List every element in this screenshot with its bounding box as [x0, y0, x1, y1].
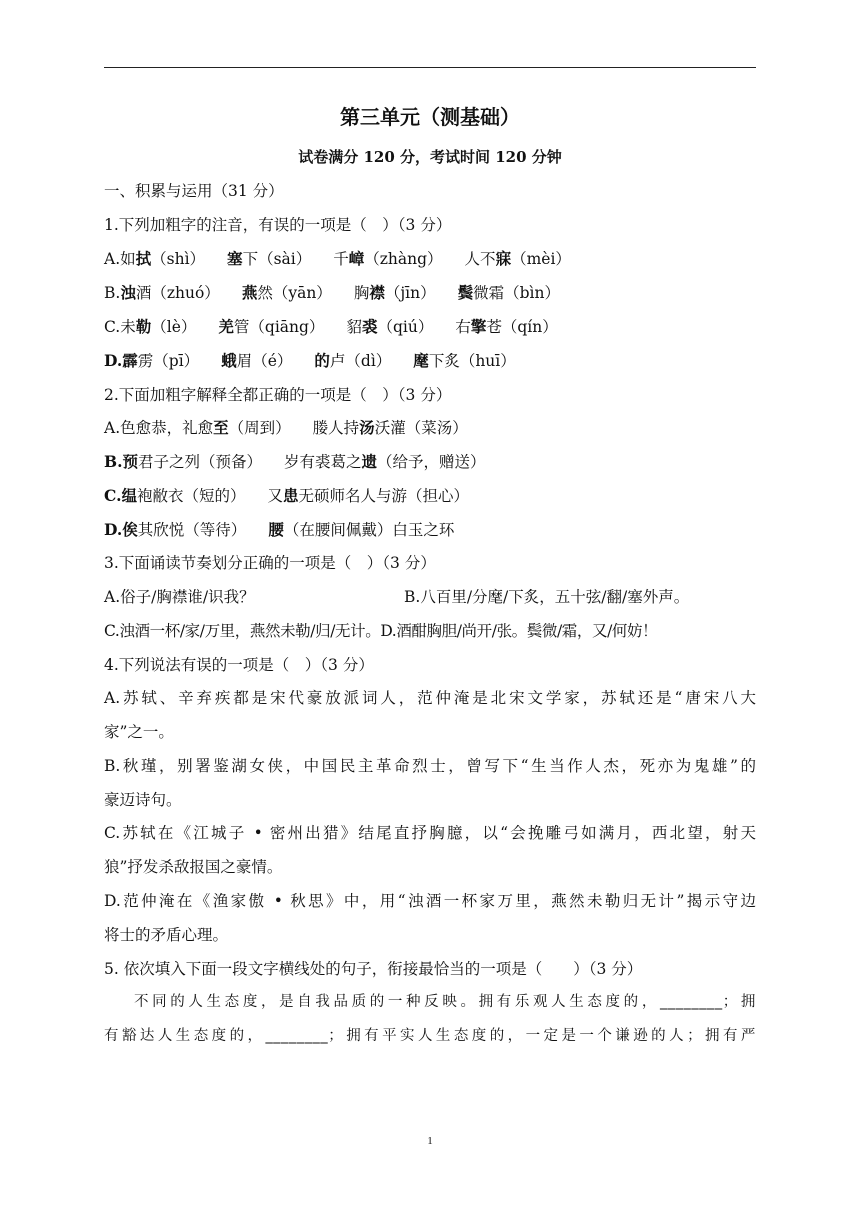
question-3-stem: 3.下面诵读节奏划分正确的一项是（ ）（3 分）: [104, 554, 436, 572]
question-3-option-b: B.八百里/分麾/下炙，五十弦/翻/塞外声。: [404, 588, 690, 606]
question-4-option-b-line1: B.秋瑾，别署鉴湖女侠，中国民主革命烈士，曾写下“生当作人杰，死亦为鬼雄”的: [104, 757, 756, 775]
header-rule: [104, 67, 756, 68]
question-4-option-d-line1: D.范仲淹在《渔家傲 • 秋思》中，用“浊酒一杯家万里，燕然未勒归无计”揭示守边: [104, 892, 756, 910]
question-2-option-a: A.色愈恭，礼愈至（周到） 媵人持汤沃灌（菜汤）: [104, 418, 468, 437]
question-3-option-a: A.俗子/胸襟谁/识我？: [104, 588, 255, 606]
question-5-paragraph-line2: 有豁达人生态度的，________；拥有平实人生态度的，一定是一个谦逊的人；拥有严: [104, 1028, 756, 1044]
question-4-option-c-line1: C.苏轼在《江城子 • 密州出猎》结尾直抒胸臆，以“会挽雕弓如满月，西北望，射天: [104, 824, 756, 842]
question-1-stem: 1.下列加粗字的注音，有误的一项是（ ）（3 分）: [104, 216, 452, 234]
question-4-option-d-line2: 将士的矛盾心理。: [104, 926, 229, 944]
question-4-option-a-line2: 家”之一。: [104, 723, 174, 741]
section-heading: 一、积累与运用（31 分）: [104, 182, 284, 200]
question-3-options-ab: [104, 585, 756, 609]
question-1-option-a: A.如拭（shì） 塞下（sài） 千嶂（zhàng） 人不寐（mèi）: [104, 249, 571, 268]
question-5-paragraph-line1: 不同的人生态度，是自我品质的一种反映。拥有乐观人生态度的，________；拥: [134, 994, 756, 1010]
question-2-option-b: B.预君子之列（预备） 岁有裘葛之遗（给予，赠送）: [104, 452, 486, 471]
question-1-option-c: C.未勒（lè） 羌管（qiāng） 貂裘（qiú） 右擎苍（qín）: [104, 317, 558, 336]
question-1-option-d: D.霹雳（pī） 蛾眉（é） 的卢（dì） 麾下炙（huī）: [104, 351, 516, 370]
question-4-option-a-line1: A.苏轼、辛弃疾都是宋代豪放派词人，范仲淹是北宋文学家，苏轼还是“唐宋八大: [104, 689, 756, 707]
question-2-stem: 2.下面加粗字解释全都正确的一项是（ ）（3 分）: [104, 386, 452, 404]
question-4-option-c-line2: 狼”抒发杀敌报国之豪情。: [104, 858, 283, 876]
question-1-option-b: B.浊酒（zhuó） 燕然（yān） 胸襟（jīn） 鬓微霜（bìn）: [104, 283, 560, 302]
question-4-option-b-line2: 豪迈诗句。: [104, 791, 182, 809]
question-3-options-cd: C.浊酒一杯/家/万里，燕然未勒/归/无计。D.酒酣胸胆/尚开/张。鬓微/霜，又/何妨！: [104, 622, 658, 640]
question-2-option-d: D.俟其欣悦（等待） 腰（在腰间佩戴）白玉之环: [104, 520, 455, 539]
question-4-stem: 4.下列说法有误的一项是（ ）（3 分）: [104, 656, 374, 674]
question-2-option-c: C.缊袍敝衣（短的） 又患无硕师名人与游（担心）: [104, 486, 470, 505]
question-5-stem: 5. 依次填入下面一段文字横线处的句子，衔接最恰当的一项是（ ）（3 分）: [104, 960, 643, 978]
page-title: 第三单元（测基础）: [340, 105, 520, 129]
exam-subtitle: 试卷满分 120 分，考试时间 120 分钟: [298, 148, 562, 166]
page-number: 1: [427, 1135, 433, 1147]
